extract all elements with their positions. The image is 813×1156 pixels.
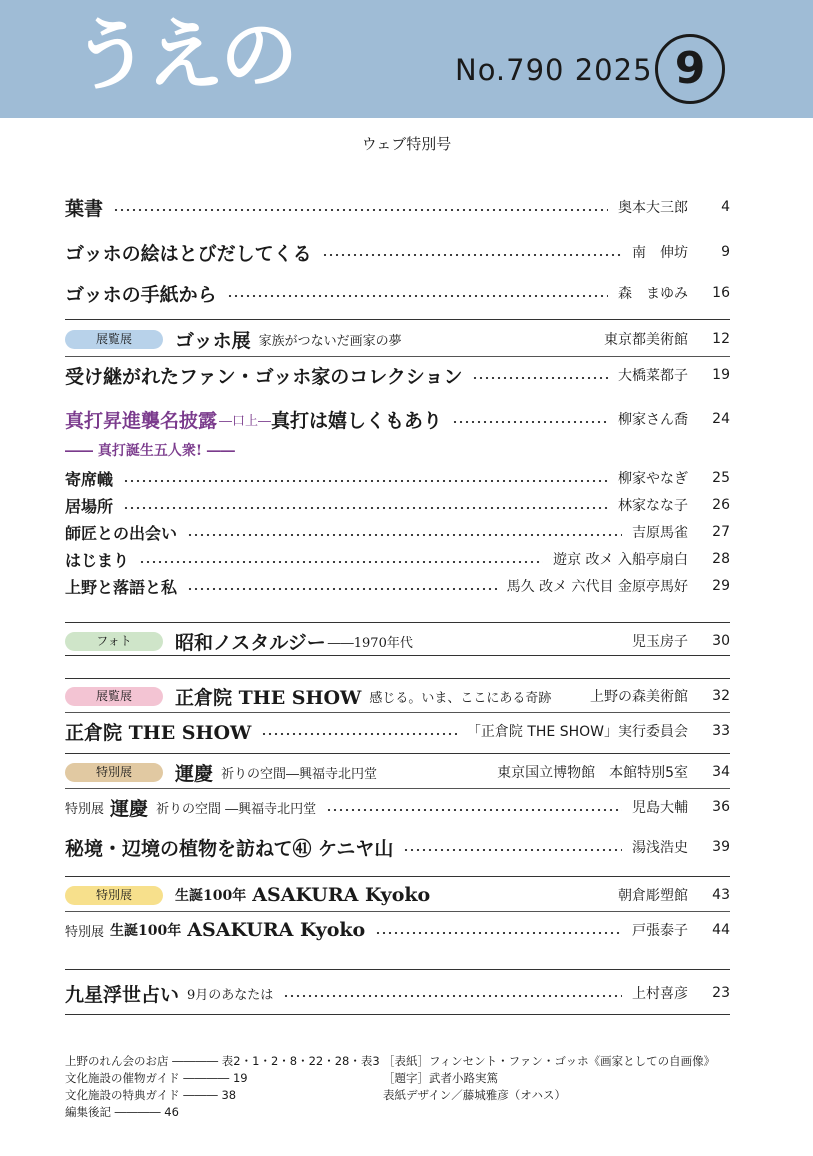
- entry-prefix: 特別展: [65, 801, 105, 817]
- feature-subheading: ―― 真打誕生五人衆! ――: [65, 443, 235, 459]
- entry-title: 運慶: [110, 797, 149, 820]
- toc-entry[interactable]: [65, 917, 730, 943]
- entry-author: 奥本大三郎: [618, 200, 688, 216]
- entry-page: 4: [721, 199, 730, 215]
- footer-note: 編集後記 ―――― 46: [65, 1105, 179, 1119]
- footer-credit: ［表紙］フィンセント・ファン・ゴッホ《画家としての自画像》: [383, 1054, 716, 1068]
- entry-title: 師匠との出会い: [65, 523, 178, 543]
- entry-page: 9: [721, 244, 730, 260]
- leader-dots: [375, 932, 622, 934]
- category-badge: 展覧展: [65, 330, 163, 349]
- leader-dots: [472, 377, 608, 379]
- month-badge: [655, 34, 725, 104]
- entry-title: 受け継がれたファン・ゴッホ家のコレクション: [65, 365, 463, 388]
- entry-title: 九星浮世占い: [65, 983, 180, 1006]
- entry-title: 正倉院 THE SHOW: [65, 721, 252, 744]
- entry-author: 吉原馬雀: [632, 525, 688, 541]
- category-badge: 特別展: [65, 886, 163, 905]
- entry-title: ゴッホの手紙から: [65, 283, 217, 306]
- toc-entry[interactable]: [65, 683, 730, 709]
- row-divider: [65, 356, 730, 357]
- entry-page: 24: [712, 411, 730, 427]
- entry-title: 上野と落語と私: [65, 577, 178, 597]
- entry-subtitle: 感じる。いま、ここにある奇跡: [369, 690, 552, 706]
- entry-page: 12: [712, 331, 730, 347]
- toc-entry[interactable]: [65, 406, 730, 432]
- entry-author: 森 まゆみ: [618, 286, 688, 302]
- entry-title: 寄席幟: [65, 469, 114, 489]
- section-divider: [65, 969, 730, 970]
- toc-entry[interactable]: [65, 239, 730, 265]
- footer-credit: 表紙デザイン／藤城雅彦（オハス）: [383, 1088, 566, 1102]
- entry-venue: 東京都美術館: [604, 332, 688, 348]
- leader-dots: [403, 849, 622, 851]
- entry-title: ASAKURA Kyoko: [187, 919, 366, 941]
- entry-page: 36: [712, 799, 730, 815]
- toc-entry[interactable]: [65, 759, 730, 785]
- entry-subtitle: 9月のあなたは: [187, 987, 274, 1003]
- entry-title: 真打昇進襲名披露: [65, 409, 218, 432]
- leader-dots: [326, 809, 622, 811]
- entry-page: 23: [712, 985, 730, 1001]
- edition-subtitle: ウェブ特別号: [361, 135, 452, 153]
- entry-prefix: 生誕100年: [175, 888, 247, 904]
- entry-prefix-2: 生誕100年: [110, 923, 182, 939]
- entry-author: 湯浅浩史: [632, 840, 688, 856]
- entry-page: 39: [712, 839, 730, 855]
- section-divider: [65, 622, 730, 623]
- entry-page: 28: [712, 551, 730, 567]
- entry-author: 大橋菜都子: [618, 368, 688, 384]
- section-divider: [65, 1014, 730, 1015]
- toc-entry[interactable]: [65, 362, 730, 388]
- entry-author: 「正倉院 THE SHOW」実行委員会: [466, 724, 688, 740]
- leader-dots: [452, 421, 608, 423]
- leader-dots: [261, 733, 457, 735]
- entry-title: 運慶: [175, 762, 214, 785]
- toc-entry[interactable]: [65, 882, 730, 908]
- magazine-logo: うえの: [72, 10, 295, 101]
- footer-credit: ［題字］武者小路実篤: [383, 1071, 498, 1085]
- entry-subtitle: ―口上―: [219, 413, 272, 429]
- entry-page: 27: [712, 524, 730, 540]
- section-divider: [65, 678, 730, 679]
- toc-entry[interactable]: [65, 980, 730, 1006]
- entry-page: 33: [712, 723, 730, 739]
- footer-left-notes: [65, 1053, 380, 1121]
- toc-entry[interactable]: [65, 194, 730, 220]
- footer-note: 上野のれん会のお店 ―――― 表2・1・2・8・22・28・表3: [65, 1054, 380, 1068]
- entry-prefix: 特別展: [65, 924, 105, 940]
- row-divider: [65, 712, 730, 713]
- toc-entry[interactable]: [65, 326, 730, 352]
- row-divider: [65, 911, 730, 912]
- toc-entry[interactable]: [65, 466, 730, 490]
- header-band: [0, 0, 813, 118]
- entry-page: 16: [712, 285, 730, 301]
- entry-page: 43: [712, 887, 730, 903]
- toc-entry[interactable]: [65, 520, 730, 544]
- issue-number: No.790 2025: [455, 53, 653, 87]
- leader-dots: [139, 561, 543, 563]
- leader-dots: [187, 588, 497, 590]
- entry-subtitle: 家族がつないだ画家の夢: [258, 333, 402, 349]
- entry-author: 戸張泰子: [632, 923, 688, 939]
- toc-entry[interactable]: [65, 280, 730, 306]
- leader-dots: [322, 254, 622, 256]
- entry-title: ゴッホの絵はとびだしてくる: [65, 242, 312, 265]
- entry-subtitle: ――1970年代: [327, 635, 413, 651]
- entry-subtitle: 祈りの空間 ―興福寺北円堂: [156, 801, 317, 817]
- entry-author: 林家なな子: [618, 498, 688, 514]
- entry-page: 44: [712, 922, 730, 938]
- category-badge: フォト: [65, 632, 163, 651]
- entry-author: 遊京 改メ 入船亭扇白: [553, 552, 688, 568]
- toc-entry[interactable]: [65, 794, 730, 820]
- entry-author: 南 伸坊: [632, 245, 688, 261]
- category-badge: 展覧展: [65, 687, 163, 706]
- entry-author: 柳家さん喬: [618, 412, 688, 428]
- toc-entry[interactable]: [65, 493, 730, 517]
- entry-author: 馬久 改メ 六代目 金原亭馬好: [506, 579, 688, 595]
- toc-entry[interactable]: [65, 547, 730, 571]
- entry-author: 児島大輔: [632, 800, 688, 816]
- leader-dots: [123, 507, 608, 509]
- section-divider: [65, 876, 730, 877]
- toc-entry[interactable]: [65, 574, 730, 598]
- entry-title: はじまり: [65, 550, 130, 570]
- entry-venue: 東京国立博物館 本館特別5室: [497, 765, 688, 781]
- entry-page: 34: [712, 764, 730, 780]
- leader-dots: [187, 534, 622, 536]
- entry-title: 昭和ノスタルジー: [175, 631, 326, 654]
- entry-subtitle: 祈りの空間―興福寺北円堂: [221, 766, 378, 782]
- entry-author: 柳家やなぎ: [618, 471, 688, 487]
- entry-page: 29: [712, 578, 730, 594]
- section-divider: [65, 655, 730, 656]
- toc-entry[interactable]: [65, 718, 730, 744]
- row-divider: [65, 788, 730, 789]
- entry-title: 葉書: [65, 197, 104, 220]
- entry-page: 25: [712, 470, 730, 486]
- entry-title: 正倉院 THE SHOW: [175, 686, 362, 709]
- leader-dots: [227, 295, 608, 297]
- section-divider: [65, 753, 730, 754]
- entry-venue: 朝倉彫塑館: [618, 888, 688, 904]
- entry-page: 30: [712, 633, 730, 649]
- entry-page: 26: [712, 497, 730, 513]
- entry-author: 児玉房子: [632, 634, 688, 650]
- toc-entry[interactable]: [65, 628, 730, 654]
- footer-note: 文化施設の催物ガイド ―――― 19: [65, 1071, 248, 1085]
- entry-title: ASAKURA Kyoko: [252, 884, 431, 906]
- leader-dots: [123, 480, 608, 482]
- entry-title: 秘境・辺境の植物を訪ねて㊶ ケニヤ山: [65, 837, 394, 860]
- entry-title: 居場所: [65, 496, 114, 516]
- month-number: 9: [674, 43, 706, 94]
- footer-right-credits: [383, 1053, 715, 1104]
- section-divider: [65, 319, 730, 320]
- leader-dots: [113, 209, 608, 211]
- entry-page: 32: [712, 688, 730, 704]
- entry-title: ゴッホ展: [175, 329, 251, 352]
- footer-note: 文化施設の特典ガイド ――― 38: [65, 1088, 237, 1102]
- entry-venue: 上野の森美術館: [590, 689, 688, 705]
- toc-entry[interactable]: [65, 834, 730, 860]
- entry-title-main: 真打は嬉しくもあり: [271, 409, 443, 432]
- leader-dots: [283, 995, 622, 997]
- entry-author: 上村喜彦: [632, 986, 688, 1002]
- category-badge: 特別展: [65, 763, 163, 782]
- entry-page: 19: [712, 367, 730, 383]
